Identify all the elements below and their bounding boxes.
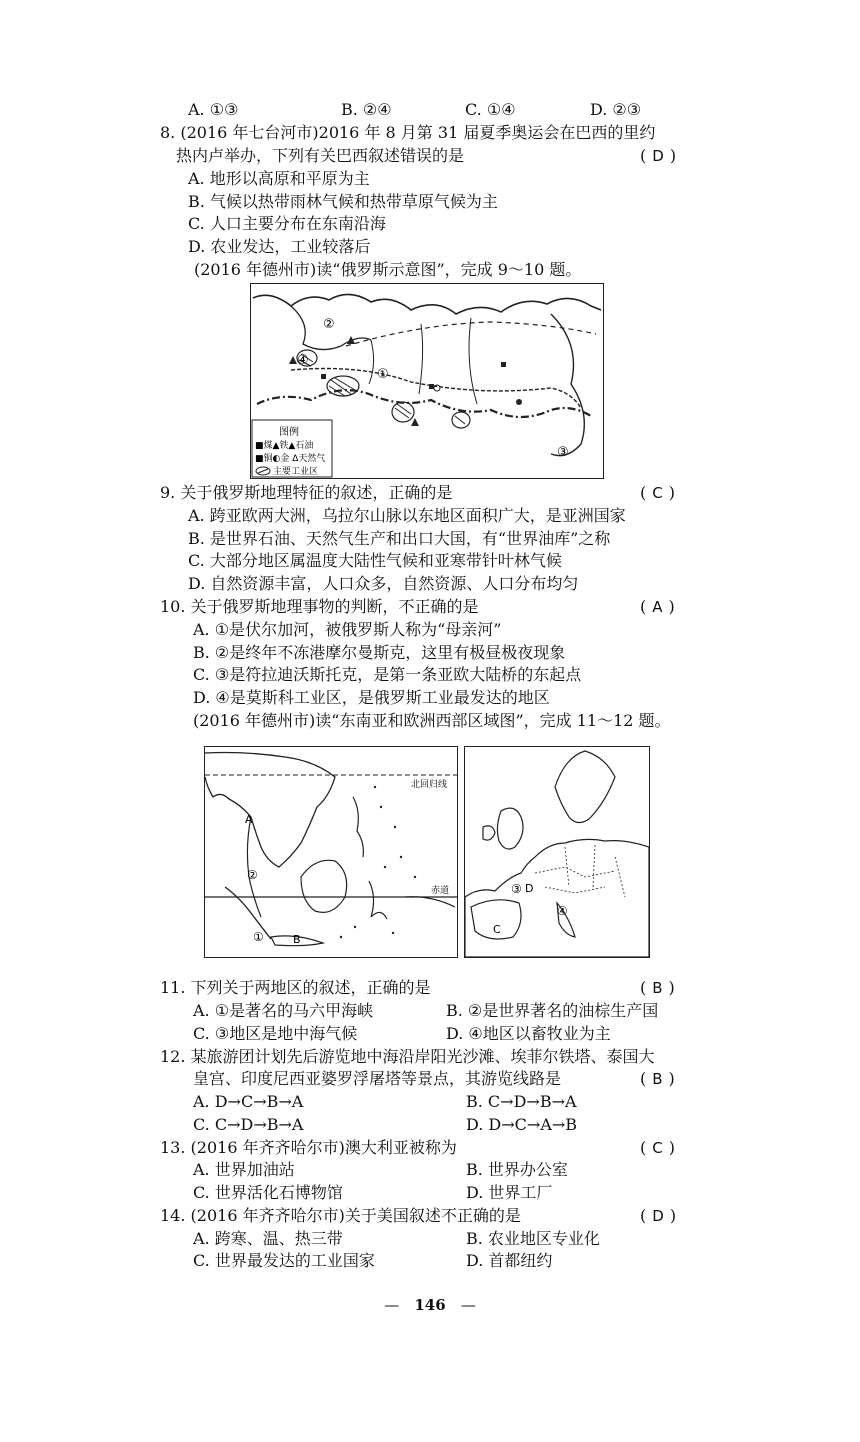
southeast-asia-map [204,746,458,958]
europe-label-c: C [493,923,501,936]
sea-label-a: A [245,813,253,826]
q9-answer: ( C ) [640,483,675,502]
q14-option-b: B. 农业地区专业化 [466,1229,600,1248]
page-number: — 146 — [384,1296,476,1314]
q9-option-b: B. 是世界石油、天然气生产和出口大国，有“世界油库”之称 [188,529,611,548]
q11-answer: ( B ) [640,978,675,997]
intro-9-10: (2016 年德州市)读“俄罗斯示意图”，完成 9～10 题。 [194,260,582,279]
q13-option-a: A. 世界加油站 [193,1160,295,1179]
sea-label-1: ① [253,930,264,944]
q8-option-b: B. 气候以热带雨林气候和热带草原气候为主 [188,192,498,211]
q10-option-a: A. ①是伏尔加河，被俄罗斯人称为“母亲河” [193,620,502,639]
q14-option-a: A. 跨寒、温、热三带 [193,1229,343,1248]
q11-option-a: A. ①是著名的马六甲海峡 [193,1001,374,1020]
q8-stem-2: 热内卢举办，下列有关巴西叙述错误的是 [176,146,465,165]
q12-option-b: B. C→D→B→A [466,1092,577,1111]
q10-option-c: C. ③是符拉迪沃斯托克，是第一条亚欧大陆桥的东起点 [193,665,582,684]
q13-stem: 13. (2016 年齐齐哈尔市)澳大利亚被称为 [160,1138,457,1157]
q10-option-d: D. ④是莫斯科工业区，是俄罗斯工业最发达的地区 [193,688,550,707]
sea-label-b: B [293,933,301,946]
europe-label-d: D [525,882,534,895]
q8-stem: 8. (2016 年七台河市)2016 年 8 月第 31 届夏季奥运会在巴西的里约 [160,123,656,142]
europe-label-4: ④ [557,904,568,918]
q14-option-d: D. 首都纽约 [466,1251,553,1270]
q8-answer: ( D ) [640,146,677,165]
q10-answer: ( A ) [640,597,675,616]
q9-option-a: A. 跨亚欧两大洲，乌拉尔山脉以东地区面积广大，是亚洲国家 [188,506,626,525]
q8-option-d: D. 农业发达，工业较落后 [188,237,371,256]
q11-option-d: D. ④地区以畜牧业为主 [446,1024,611,1043]
q12-stem-2: 皇宫、印度尼西亚婆罗浮屠塔等景点，其游览线路是 [193,1069,562,1088]
q11-option-c: C. ③地区是地中海气候 [193,1024,358,1043]
europe-label-3: ③ [511,882,522,896]
q13-option-c: C. 世界活化石博物馆 [193,1183,343,1202]
sea-label-2: ② [247,868,258,882]
q14-stem: 14. (2016 年齐齐哈尔市)关于美国叙述不正确的是 [160,1206,521,1225]
q14-answer: ( D ) [640,1206,677,1225]
q11-stem: 11. 下列关于两地区的叙述，正确的是 [160,978,431,997]
page-dash-right: — [460,1296,476,1314]
q9-option-c: C. 大部分地区属温度大陆性气候和亚寒带针叶林气候 [188,551,562,570]
q12-option-c: C. C→D→B→A [193,1115,304,1134]
russia-map [250,283,604,479]
intro-11-12: (2016 年德州市)读“东南亚和欧洲西部区域图”，完成 11～12 题。 [193,711,671,730]
q7-option-d: D. ②③ [590,100,642,119]
q14-option-c: C. 世界最发达的工业国家 [193,1251,375,1270]
q12-option-d: D. D→C→A→B [466,1115,578,1134]
q9-option-d: D. 自然资源丰富，人口众多，自然资源、人口分布均匀 [188,574,579,593]
russia-marker-3: ③ [557,445,569,460]
q12-option-a: A. D→C→B→A [193,1092,304,1111]
europe-map [464,746,650,958]
q13-option-b: B. 世界办公室 [466,1160,568,1179]
q13-answer: ( C ) [640,1138,675,1157]
legend-row-3: 主要工业区 [273,467,319,477]
q10-option-b: B. ②是终年不冻港摩尔曼斯克，这里有极昼极夜现象 [193,643,566,662]
q8-option-c: C. 人口主要分布在东南沿海 [188,214,386,233]
q7-option-c: C. ①④ [465,100,516,119]
q13-option-d: D. 世界工厂 [466,1183,553,1202]
q10-stem: 10. 关于俄罗斯地理事物的判断，不正确的是 [160,597,479,616]
q8-option-a: A. 地形以高原和平原为主 [188,169,370,188]
q11-option-b: B. ②是世界著名的油棕生产国 [446,1001,659,1020]
q7-option-a: A. ①③ [188,100,239,119]
q12-stem: 12. 某旅游团计划先后游览地中海沿岸阳光沙滩、埃菲尔铁塔、泰国大 [160,1047,655,1066]
q12-answer: ( B ) [640,1069,675,1088]
legend-row-2: ■铜◐金 Δ天然气 [255,454,326,464]
tropic-label: 北回归线 [411,780,448,790]
russia-marker-1: ① [377,367,389,382]
equator-label: 赤道 [431,886,450,896]
q7-option-b: B. ②④ [341,100,392,119]
legend-title: 图例 [279,427,299,438]
legend-row-1: ■煤▲铁▲石油 [255,441,314,451]
russia-marker-2: ② [323,317,335,332]
russia-marker-4: ④ [297,353,309,368]
q9-stem: 9. 关于俄罗斯地理特征的叙述，正确的是 [160,483,453,502]
